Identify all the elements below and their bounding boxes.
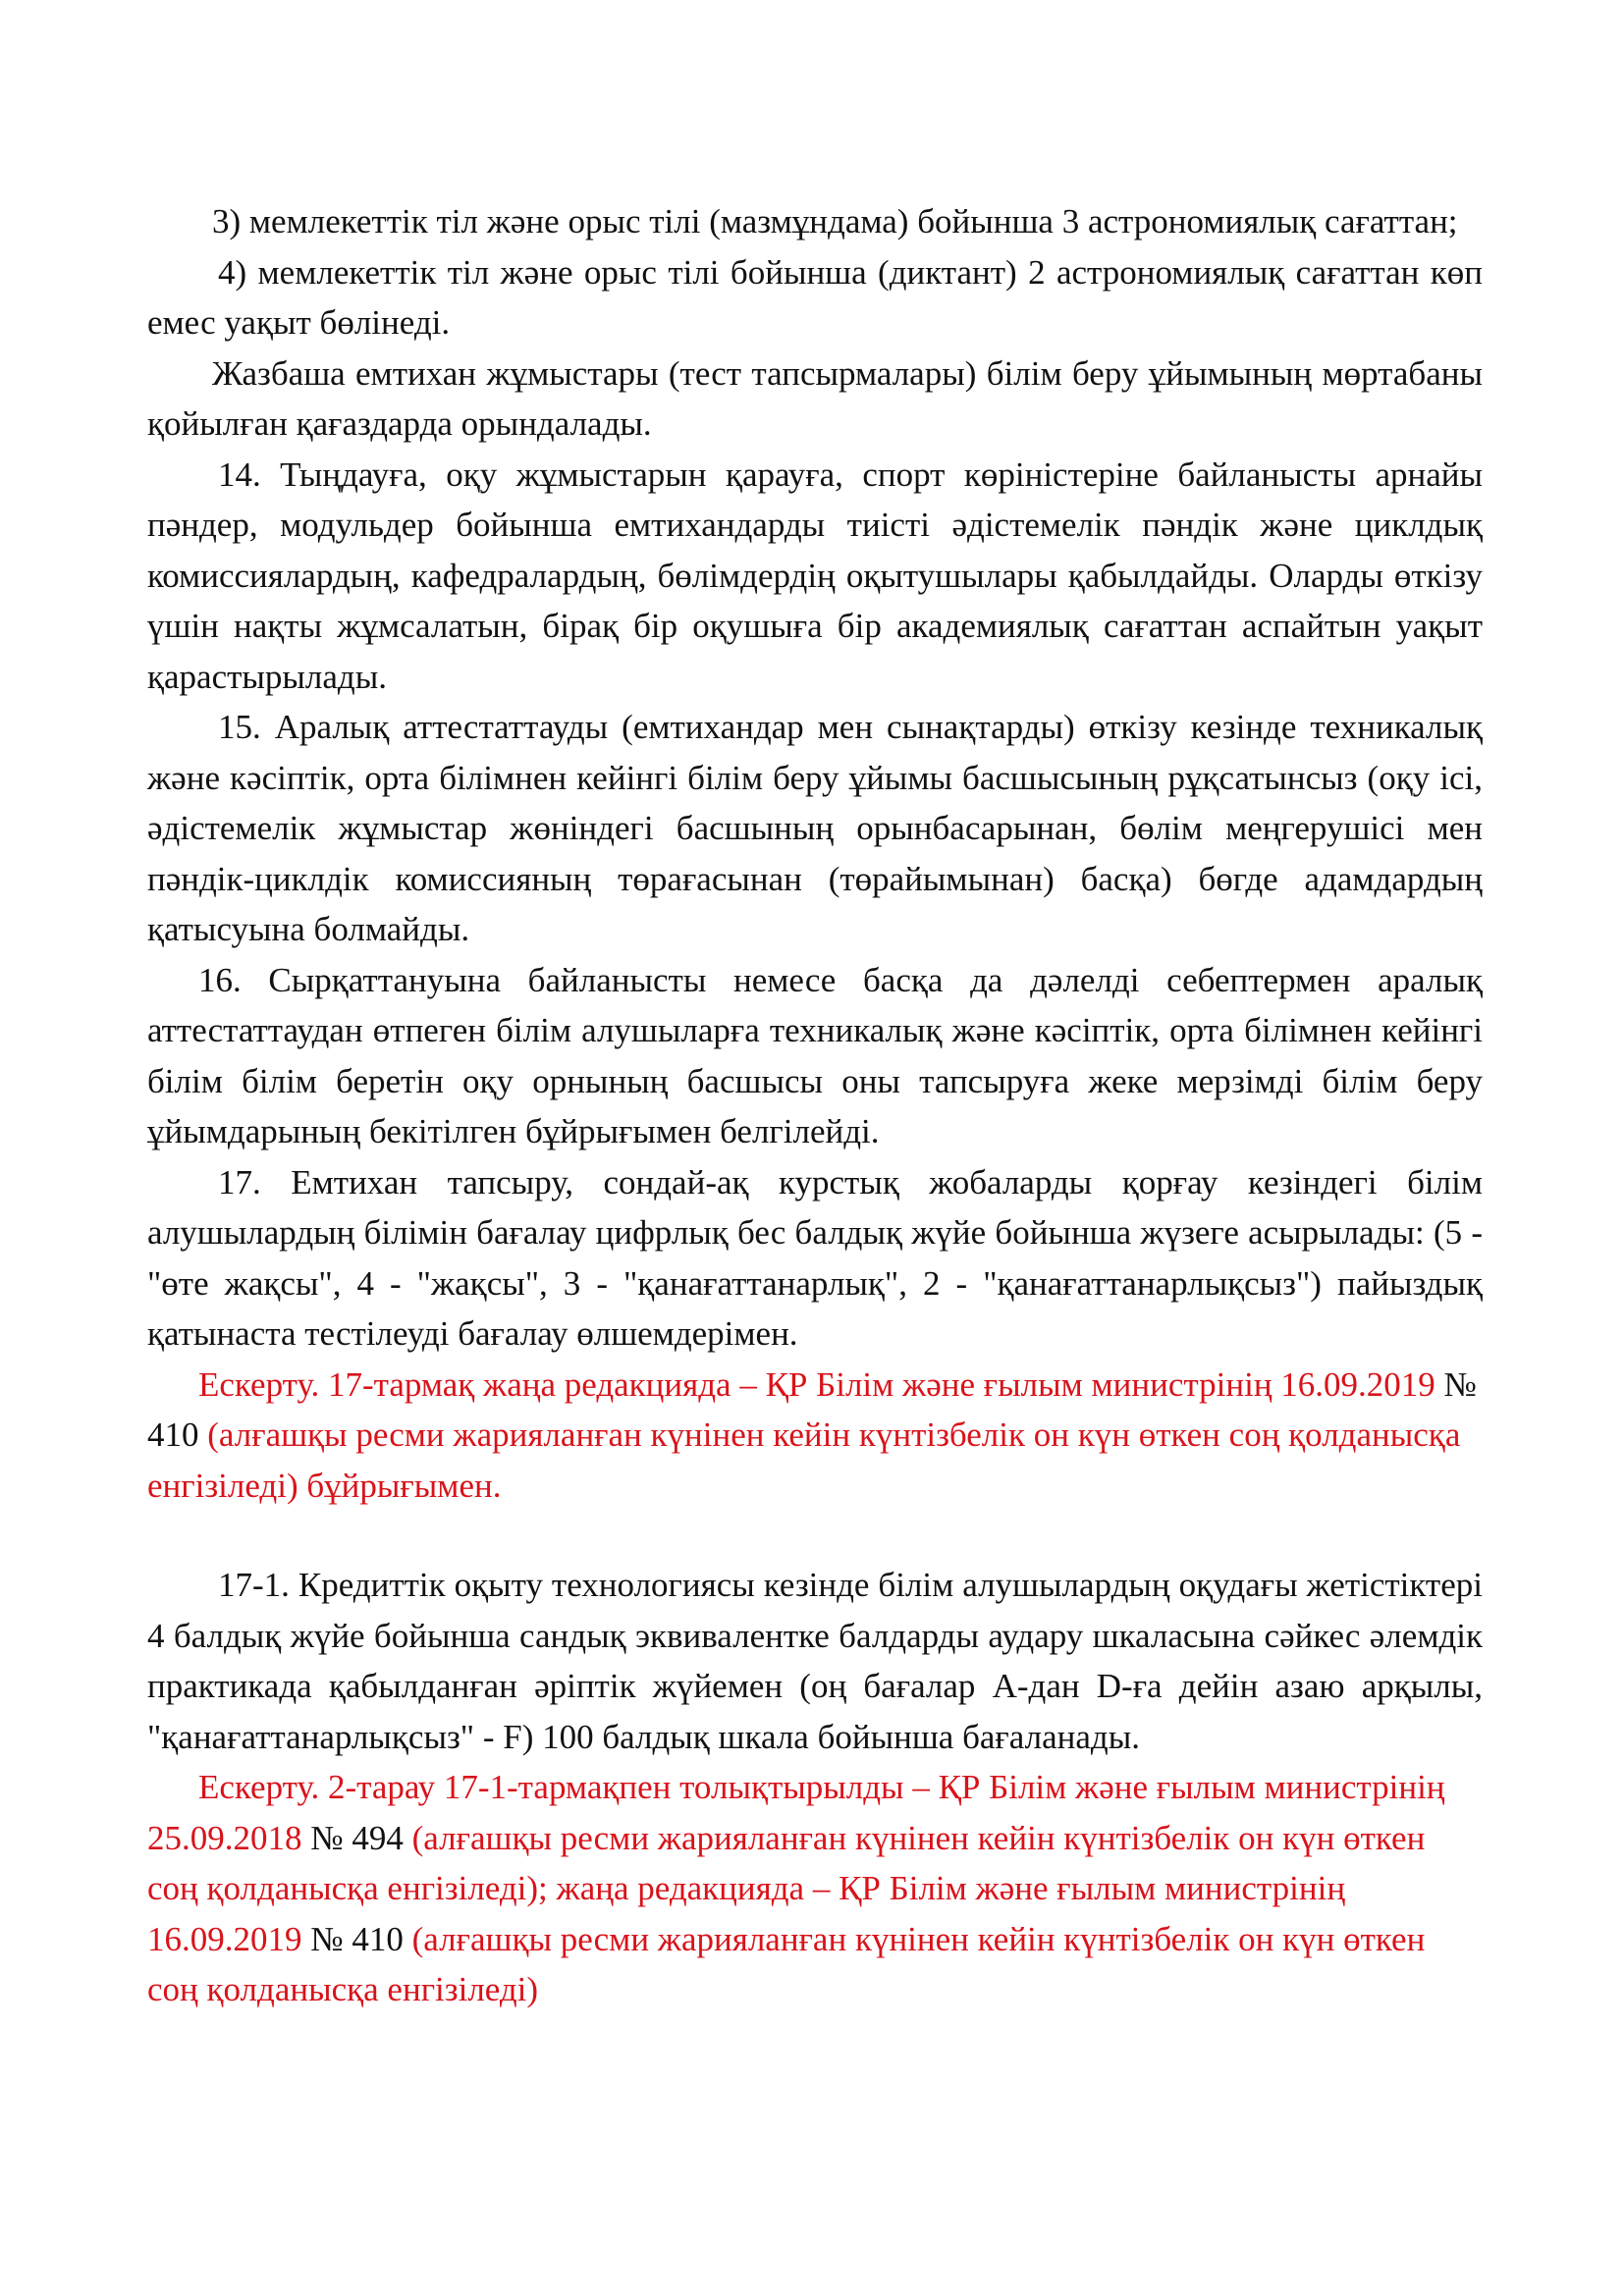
paragraph-clause-16: 16. Сырқаттануына байланысты немесе басқа да дәлелді себептермен аралық аттестаттаудан өтпеген білім алушыларға техникалық және кәсіптік, орта білімнен кейінгі білім білім беретін оқу орнының басшысы оны тапсыруға жеке мерзімді білім беру ұйымдарының бекітілген бұйрығымен белгілейді. [147, 960, 1483, 1150]
paragraph-clause-17-1: 17-1. Кредиттік оқыту технологиясы кезінде білім алушылардың оқудағы жетістіктері 4 балдық жүйе бойынша сандық эквивалентке балдарды аудару шкаласына сәйкес әлемдік практикада қабылданған әріптік жүйемен (оң бағалар А-дан D-ға дейін азаю арқылы, "қанағаттанарлықсыз" - F) 100 балдық шкала бойынша бағаланады. [147, 1566, 1483, 1756]
order-number-link[interactable]: № 494 [310, 1818, 404, 1857]
note-clause-17 [147, 1360, 1483, 1512]
paragraph-clause-15: 15. Аралық аттестаттауды (емтихандар мен сынақтарды) өткізу кезінде техникалық және кәсіптік, орта білімнен кейінгі білім беру ұйымы басшысының рұқсатынсыз (оқу ісі, әдістемелік жұмыстар жөніндегі басшының орынбасарынан, бөлім меңгерушісі мен пәндік-циклдік комиссияның төрағасынан (төрайымынан) басқа) бөгде адамдардың қатысуына болмайды. [147, 708, 1483, 948]
paragraph-item-4: 4) мемлекеттік тіл және орыс тілі бойынша (диктант) 2 астрономиялық сағаттан көп емес уақыт бөлінеді. [147, 252, 1483, 342]
note-text: (алғашқы ресми жарияланған күнінен кейін күнтізбелік он күн өткен соң қолданысқа енгізіледі) бұйрығымен. [147, 1415, 1461, 1505]
note-text: Ескерту. 17-тармақ жаңа редакцияда – ҚР Білім және ғылым министрінің 16.09.2019 [198, 1364, 1444, 1404]
paragraph-item-3: 3) мемлекеттік тіл және орыс тілі (мазмұндама) бойынша 3 астрономиялық сағаттан; [212, 202, 1458, 240]
note-text: Ескерту. 2-тарау 17-1-тармақпен толықтырылды – ҚР Білім және ғылым министрінің 25.09.2018 [147, 1768, 1445, 1857]
paragraph-written-exams: Жазбаша емтихан жұмыстары (тест тапсырмалары) білім беру ұйымының мөртабаны қойылған қағаздарда орындалады. [147, 353, 1483, 443]
document-page [147, 196, 1483, 2015]
note-text: (алғашқы ресми жарияланған күнінен кейін күнтізбелік он күн өткен соң қолданысқа енгізіледі); жаңа редакцияда – ҚР Білім және ғылым министрінің 16.09.2019 [147, 1818, 1426, 1958]
order-number-link[interactable]: № 410 [147, 1364, 1477, 1454]
spacer [147, 1511, 1483, 1560]
paragraph-clause-17: 17. Емтихан тапсыру, сондай-ақ курстық жобаларды қорғау кезіндегі білім алушылардың білімін бағалау цифрлық бес балдық жүйе бойынша жүзеге асырылады: (5 - "өте жақсы", 4 - "жақсы", 3 - "қанағаттанарлық", 2 - "қанағаттанарлықсыз") пайыздық қатынаста тестілеуді бағалау өлшемдерімен. [147, 1162, 1483, 1353]
order-number-link[interactable]: № 410 [310, 1919, 404, 1958]
paragraph-clause-14: 14. Тыңдауға, оқу жұмыстарын қарауға, спорт көріністеріне байланысты арнайы пәндер, модульдер бойынша емтихандарды тиісті әдістемелік пәндік және циклдық комиссиялардың, кафедралардың, бөлімдердің оқытушылары қабылдайды. Оларды өткізу үшін нақты жұмсалатын, бірақ бір оқушыға бір академиялық сағаттан аспайтын уақыт қарастырылады. [147, 454, 1483, 696]
note-text: (алғашқы ресми жарияланған күнінен кейін күнтізбелік он күн өткен соң қолданысқа енгізіледі) [147, 1919, 1426, 2008]
note-clause-17-1 [147, 1762, 1483, 2015]
